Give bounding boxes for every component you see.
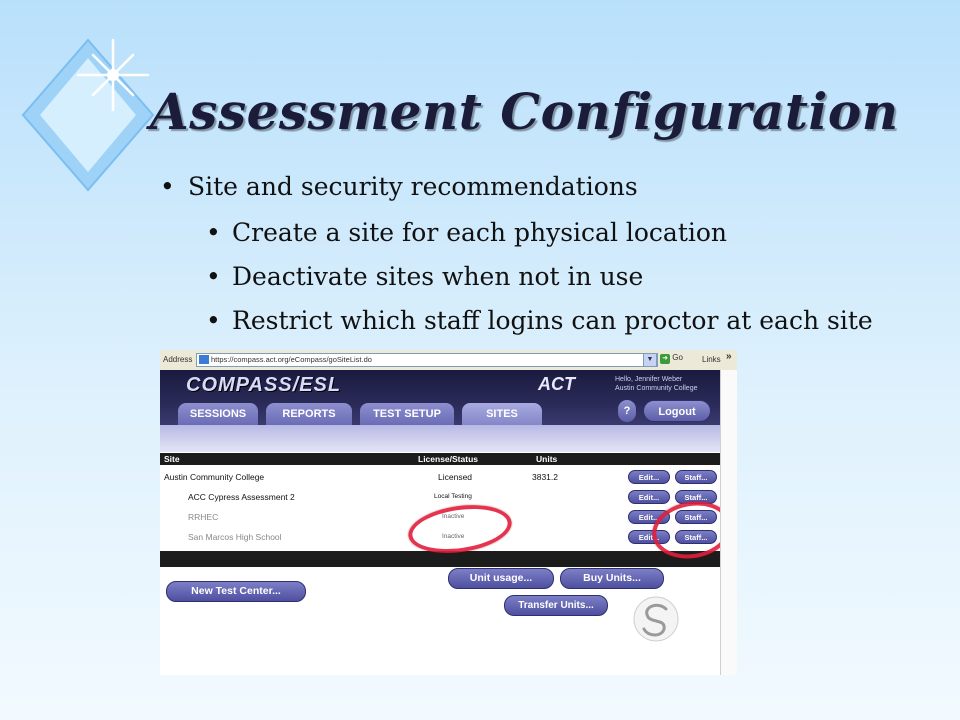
address-bar <box>160 350 737 371</box>
help-button[interactable]: ? <box>618 400 636 422</box>
more-chevron[interactable]: » <box>726 351 732 362</box>
unit-usage-button[interactable]: Unit usage... <box>448 568 554 589</box>
app-header <box>160 370 720 425</box>
sub-bullet: • Create a site for each physical location <box>160 218 873 262</box>
links-label[interactable]: Links <box>702 355 721 364</box>
edit-button[interactable]: Edit... <box>628 470 670 484</box>
slide-title: Assessment Configuration <box>150 82 899 141</box>
staff-button[interactable]: Staff... <box>675 490 717 504</box>
act-logo: ACT <box>538 374 575 394</box>
page-icon <box>199 355 209 364</box>
table-row <box>160 467 720 487</box>
edit-button[interactable]: Edit... <box>628 510 670 524</box>
go-label: Go <box>672 353 683 362</box>
swirl-logo-icon <box>632 595 680 643</box>
scrollbar[interactable] <box>720 370 737 675</box>
bullet-list <box>160 172 873 350</box>
tab-sites[interactable]: SITES <box>462 403 542 425</box>
site-units: 3831.2 <box>532 472 558 482</box>
site-status: Inactive <box>442 533 465 540</box>
new-test-center-button[interactable]: New Test Center... <box>166 581 306 602</box>
buy-units-button[interactable]: Buy Units... <box>560 568 664 589</box>
site-name[interactable]: San Marcos High School <box>188 532 282 542</box>
url-field[interactable] <box>196 353 658 367</box>
col-site: Site <box>164 454 180 464</box>
tab-sessions[interactable]: SESSIONS <box>178 403 258 425</box>
site-name[interactable]: Austin Community College <box>164 472 265 482</box>
greeting <box>615 375 697 393</box>
col-units: Units <box>536 454 558 464</box>
sub-bullet: • Deactivate sites when not in use <box>160 262 873 306</box>
chevron-down-icon[interactable]: ▼ <box>643 353 657 367</box>
table-header <box>160 453 720 465</box>
edit-button[interactable]: Edit... <box>628 530 670 544</box>
edit-button[interactable]: Edit... <box>628 490 670 504</box>
tab-reports[interactable]: REPORTS <box>266 403 352 425</box>
staff-button[interactable]: Staff... <box>675 530 717 544</box>
compass-logo: COMPASS/ESL <box>186 374 342 396</box>
site-status: Inactive <box>442 513 465 520</box>
tab-test-setup[interactable]: TEST SETUP <box>360 403 454 425</box>
greeting-name: Hello, Jennifer Weber <box>615 376 683 383</box>
col-status: License/Status <box>418 454 478 464</box>
site-status: Local Testing <box>434 493 472 500</box>
staff-button[interactable]: Staff... <box>675 470 717 484</box>
greeting-org: Austin Community College <box>615 385 698 392</box>
logout-button[interactable]: Logout <box>643 400 711 422</box>
staff-button[interactable]: Staff... <box>675 510 717 524</box>
go-button[interactable] <box>660 353 683 364</box>
bullet-main: • Site and security recommendations <box>160 172 873 218</box>
table-footer <box>160 551 720 567</box>
sub-bullet: • Restrict which staff logins can proctor at each site <box>160 306 873 350</box>
diamond-sparkle-icon <box>18 30 168 200</box>
go-arrow-icon: ➜ <box>660 354 670 364</box>
table-row <box>160 487 720 507</box>
site-name[interactable]: RRHEC <box>188 512 219 522</box>
transfer-units-button[interactable]: Transfer Units... <box>504 595 608 616</box>
header-band <box>160 425 720 452</box>
url-text: https://compass.act.org/eCompass/goSiteList.do <box>211 355 372 364</box>
site-name[interactable]: ACC Cypress Assessment 2 <box>188 492 295 502</box>
browser-screenshot <box>160 350 737 675</box>
address-label: Address <box>163 355 193 364</box>
site-status: Licensed <box>438 472 473 482</box>
